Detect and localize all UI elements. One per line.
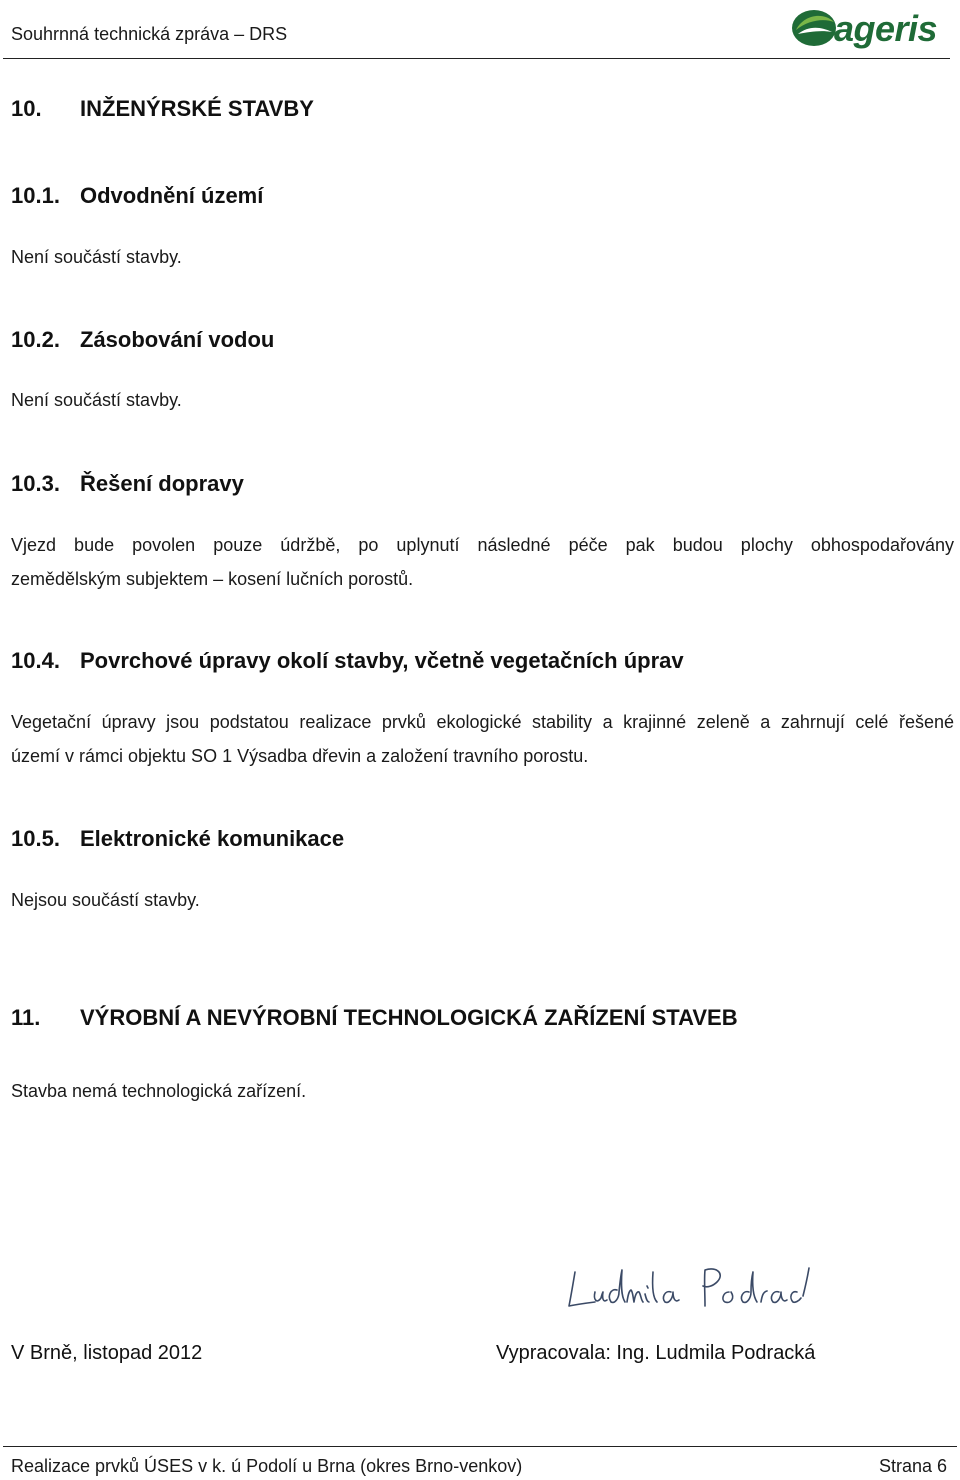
prepared-by: Vypracovala: Ing. Ludmila Podracká	[496, 1342, 816, 1364]
section-heading: Povrchové úpravy okolí stavby, včetně vegetačních úprav	[80, 648, 684, 673]
section-heading: Elektronické komunikace	[80, 826, 345, 851]
section-body: Stavba nemá technologická zařízení.	[11, 1081, 307, 1101]
paragraph-line: Vjezd bude povolen pouze údržbě, po uplynutí následné péče pak budou plochy obhospodařovány	[11, 535, 954, 555]
section-number: 10.5.	[11, 826, 60, 851]
section-heading: INŽENÝRSKÉ STAVBY	[80, 96, 314, 121]
logo-wordmark: ageris	[834, 8, 938, 49]
section-heading: Řešení dopravy	[80, 471, 244, 496]
paragraph-line: Vegetační úpravy jsou podstatou realizace prvků ekologické stability a krajinné zeleně a zahrnují celé řešené	[11, 712, 954, 732]
section-body: Není součástí stavby.	[11, 390, 182, 410]
leaf-logo-icon	[790, 4, 838, 52]
paragraph-line: zemědělským subjektem – kosení lučních porostů.	[11, 569, 414, 589]
section-number: 10.1.	[11, 183, 60, 208]
place-and-date: V Brně, listopad 2012	[11, 1342, 203, 1364]
section-body: Není součástí stavby.	[11, 247, 182, 267]
header-title: Souhrnná technická zpráva – DRS	[11, 24, 288, 44]
section-paragraph	[11, 705, 954, 773]
section-number: 11.	[11, 1005, 41, 1030]
footer-divider	[3, 1446, 957, 1447]
page-number: Strana 6	[878, 1456, 947, 1476]
section-number: 10.	[11, 96, 42, 121]
company-logo	[790, 4, 952, 52]
handwritten-signature	[565, 1262, 817, 1316]
footer-project: Realizace prvků ÚSES v k. ú Podolí u Brna (okres Brno-venkov)	[11, 1456, 523, 1476]
paragraph-line: území v rámci objektu SO 1 Výsadba dřevin a založení travního porostu.	[11, 746, 589, 766]
section-number: 10.2.	[11, 327, 60, 352]
section-number: 10.4.	[11, 648, 60, 673]
section-body: Nejsou součástí stavby.	[11, 890, 200, 910]
section-number: 10.3.	[11, 471, 60, 496]
section-paragraph	[11, 528, 954, 596]
section-heading: VÝROBNÍ A NEVÝROBNÍ TECHNOLOGICKÁ ZAŘÍZENÍ STAVEB	[80, 1005, 738, 1030]
header-divider	[3, 58, 950, 59]
section-heading: Zásobování vodou	[80, 327, 275, 352]
section-heading: Odvodnění území	[80, 183, 264, 208]
